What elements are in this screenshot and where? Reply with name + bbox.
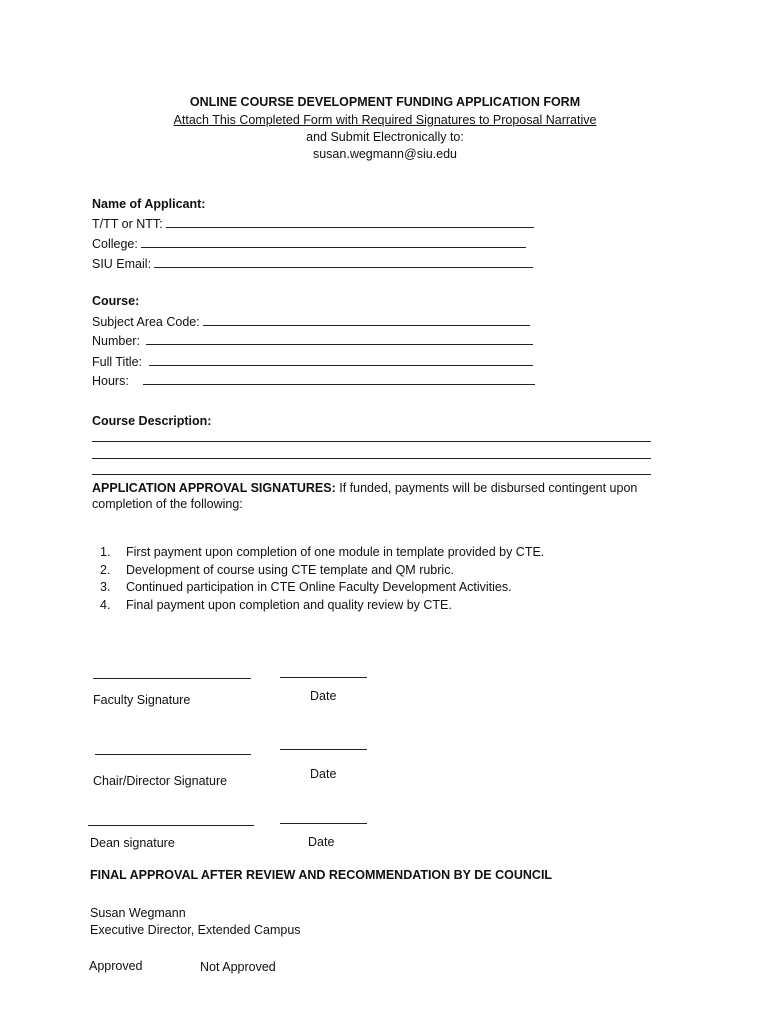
course-number-line[interactable] [146, 333, 533, 345]
course-description-line-1[interactable] [92, 441, 651, 442]
approval-paragraph-line-2: completion of the following: [92, 497, 243, 511]
not-approved-option[interactable]: Not Approved [200, 960, 276, 974]
chair-date-label: Date [310, 767, 337, 781]
course-description-line-2[interactable] [92, 458, 651, 459]
chair-signature-line[interactable] [95, 754, 251, 755]
college-field[interactable] [92, 236, 526, 252]
approval-paragraph-line-1 [92, 481, 637, 496]
subject-area-label: Subject Area Code: [92, 315, 200, 329]
approver-name: Susan Wegmann [90, 906, 186, 920]
final-approval-heading: FINAL APPROVAL AFTER REVIEW AND RECOMMENDATION BY DE COUNCIL [90, 868, 553, 882]
siu-email-label: SIU Email: [92, 257, 152, 271]
full-title-field[interactable] [92, 354, 533, 370]
appointment-type-field[interactable] [92, 216, 534, 232]
full-title-line[interactable] [149, 354, 533, 366]
course-description-heading: Course Description: [92, 414, 212, 428]
siu-email-field[interactable] [92, 256, 533, 272]
submission-email: susan.wegmann@siu.edu [312, 147, 458, 161]
approved-option[interactable]: Approved [89, 959, 143, 973]
list-item: 4. Final payment upon completion and quality review by CTE. [100, 597, 452, 612]
full-title-label: Full Title: [92, 355, 143, 369]
hours-line[interactable] [143, 373, 535, 385]
list-item: 3. Continued participation in CTE Online Faculty Development Activities. [100, 580, 512, 594]
payment-conditions-list [100, 544, 544, 614]
instructions-line-1: Attach This Completed Form with Required Signatures to Proposal Narrative [173, 113, 597, 127]
course-description-line-3[interactable] [92, 474, 651, 475]
dean-signature-label: Dean signature [90, 836, 175, 850]
college-label: College: [92, 237, 138, 251]
form-title: ONLINE COURSE DEVELOPMENT FUNDING APPLICATION FORM [189, 95, 581, 109]
faculty-signature-label: Faculty Signature [93, 693, 191, 707]
appointment-type-line[interactable] [166, 216, 534, 228]
list-item: 2. Development of course using CTE template and QM rubric. [100, 562, 454, 577]
subject-area-line[interactable] [203, 314, 530, 326]
faculty-signature-line[interactable] [93, 678, 251, 679]
dean-date-line[interactable] [280, 823, 367, 824]
chair-signature-label: Chair/Director Signature [93, 774, 228, 788]
faculty-date-label: Date [310, 689, 337, 703]
approver-role: Executive Director, Extended Campus [90, 923, 301, 937]
siu-email-line[interactable] [154, 256, 533, 268]
dean-signature-line[interactable] [88, 825, 254, 826]
appointment-type-label: T/TT or NTT: [92, 217, 163, 231]
hours-field[interactable] [92, 373, 535, 389]
course-number-field[interactable] [92, 333, 533, 349]
applicant-heading: Name of Applicant: [92, 197, 206, 211]
instructions-line-2: and Submit Electronically to: [306, 130, 464, 144]
approval-heading: APPLICATION APPROVAL SIGNATURES: [92, 481, 336, 495]
hours-label: Hours: [92, 374, 129, 388]
course-number-label: Number: [92, 334, 140, 348]
faculty-date-line[interactable] [280, 677, 367, 678]
dean-date-label: Date [308, 835, 335, 849]
subject-area-field[interactable] [92, 314, 530, 330]
college-line[interactable] [141, 236, 526, 248]
approval-text: If funded, payments will be disbursed contingent upon [335, 481, 638, 495]
chair-date-line[interactable] [280, 749, 367, 750]
list-item: 1. First payment upon completion of one module in template provided by CTE. [100, 545, 545, 559]
course-heading: Course: [92, 294, 140, 308]
